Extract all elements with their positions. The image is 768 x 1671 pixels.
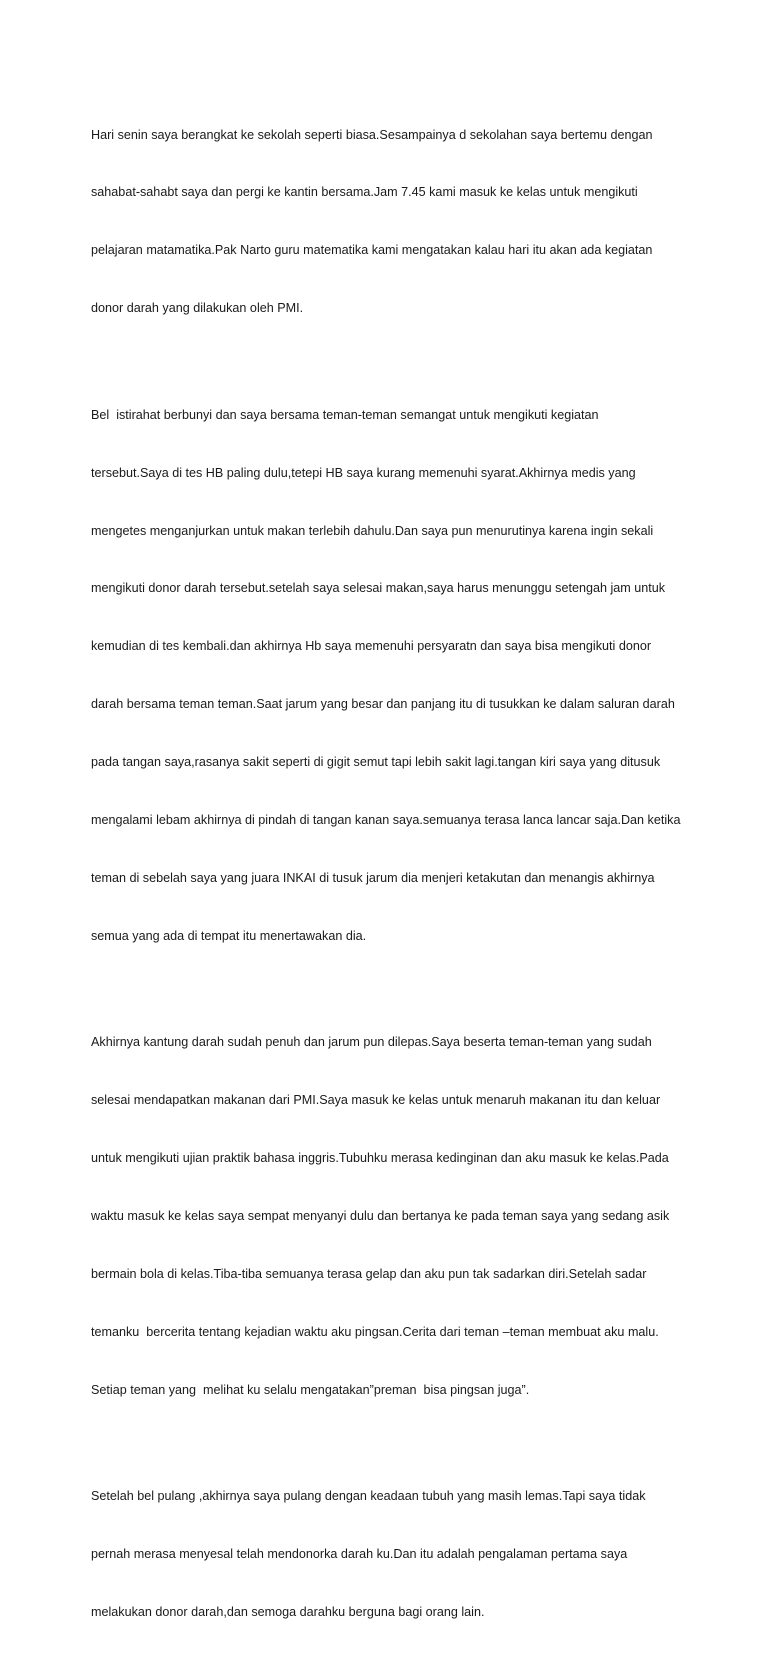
- text-line: Setelah bel pulang ,akhirnya saya pulang dengan keadaan tubuh yang masih lemas.Tapi saya tidak: [91, 1489, 646, 1504]
- text-line: Akhirnya kantung darah sudah penuh dan jarum pun dilepas.Saya beserta teman-teman yang sudah: [91, 1035, 652, 1050]
- text-line: sahabat-sahabt saya dan pergi ke kantin bersama.Jam 7.45 kami masuk ke kelas untuk mengikuti: [91, 185, 638, 200]
- paragraph-3: [91, 995, 691, 1439]
- text-line: pelajaran matamatika.Pak Narto guru matematika kami mengatakan kalau hari itu akan ada kegiatan: [91, 243, 653, 258]
- text-line: Bel istirahat berbunyi dan saya bersama teman-teman semangat untuk mengikuti kegiatan: [91, 407, 599, 422]
- text-line: melakukan donor darah,dan semoga darahku berguna bagi orang lain.: [91, 1604, 485, 1619]
- text-line: mengikuti donor darah tersebut.setelah saya selesai makan,saya harus menunggu setengah jam untuk: [91, 581, 666, 596]
- text-line: waktu masuk ke kelas saya sempat menyanyi dulu dan bertanya ke pada teman saya yang sedang asik: [91, 1208, 670, 1223]
- text-line: tersebut.Saya di tes HB paling dulu,tetepi HB saya kurang memenuhi syarat.Akhirnya medis yang: [91, 465, 636, 480]
- text-line: pernah merasa menyesal telah mendonorka darah ku.Dan itu adalah pengalaman pertama saya: [91, 1546, 628, 1561]
- text-line: teman di sebelah saya yang juara INKAI di tusuk jarum dia menjeri ketakutan dan menangis akhirnya: [91, 870, 655, 885]
- text-line: donor darah yang dilakukan oleh PMI.: [91, 301, 304, 316]
- paragraph-4: [91, 1448, 691, 1660]
- text-line: Setiap teman yang melihat ku selalu mengatakan”preman bisa pingsan juga”.: [91, 1382, 530, 1397]
- text-line: bermain bola di kelas.Tiba-tiba semuanya terasa gelap dan aku pun tak sadarkan diri.Setelah sadar: [91, 1266, 647, 1281]
- paragraph-2: [91, 367, 691, 985]
- document-page: [91, 87, 691, 1671]
- text-line: untuk mengikuti ujian praktik bahasa inggris.Tubuhku merasa kedinginan dan aku masuk ke kelas.Pada: [91, 1151, 669, 1166]
- text-line: selesai mendapatkan makanan dari PMI.Saya masuk ke kelas untuk menaruh makanan itu dan keluar: [91, 1093, 661, 1108]
- text-line: pada tangan saya,rasanya sakit seperti di gigit semut tapi lebih sakit lagi.tangan kiri saya yang ditusuk: [91, 755, 661, 770]
- text-line: temanku bercerita tentang kejadian waktu aku pingsan.Cerita dari teman –teman membuat aku malu.: [91, 1324, 659, 1339]
- paragraph-1: [91, 87, 691, 357]
- text-line: mengetes menganjurkan untuk makan terlebih dahulu.Dan saya pun menurutinya karena ingin sekali: [91, 523, 654, 538]
- text-line: semua yang ada di tempat itu menertawakan dia.: [91, 928, 367, 943]
- text-line: kemudian di tes kembali.dan akhirnya Hb saya memenuhi persyaratn dan saya bisa mengikuti donor: [91, 639, 652, 654]
- text-line: darah bersama teman teman.Saat jarum yang besar dan panjang itu di tusukkan ke dalam saluran darah: [91, 697, 675, 712]
- text-line: Hari senin saya berangkat ke sekolah seperti biasa.Sesampainya d sekolahan saya bertemu dengan: [91, 127, 653, 142]
- text-line: mengalami lebam akhirnya di pindah di tangan kanan saya.semuanya terasa lanca lancar saja.Dan ketika: [91, 812, 681, 827]
